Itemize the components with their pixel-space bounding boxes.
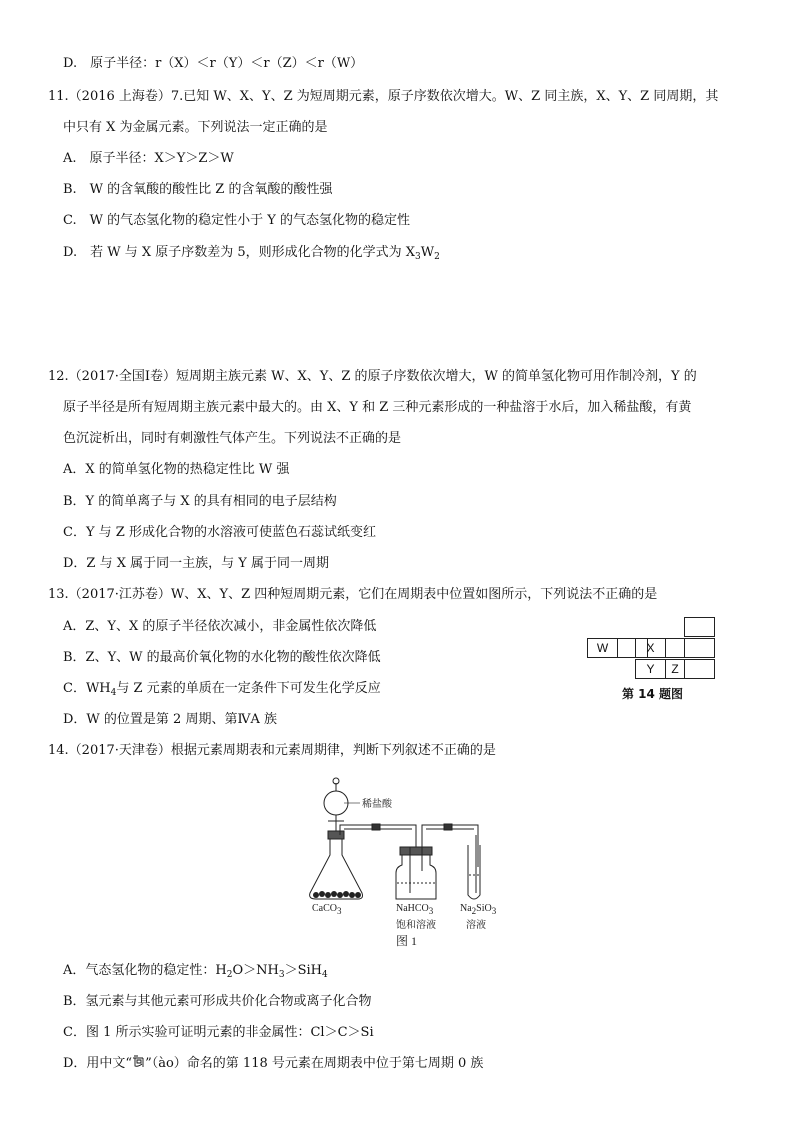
tube-label-2: 溶液 — [466, 920, 486, 931]
apparatus-figure — [300, 775, 510, 950]
pt-cell-empty — [665, 638, 685, 658]
q11-stem-line2: 中只有 X 为金属元素。下列说法一定正确的是 — [63, 120, 328, 135]
q12-stem-line3: 色沉淀析出，同时有刺激性气体产生。下列说法不正确的是 — [63, 431, 402, 446]
q11-option-d: D. 若 W 与 X 原子序数差为 5，则形成化合物的化学式为 $X_3W_2$ — [63, 245, 440, 262]
q11-stem-line1: 11.（2016 上海卷）7.已知 W、X、Y、Z 为短周期元素，原子序数依次增大。W、Z 同主族，X、Y、Z 同周期，其 — [48, 89, 719, 104]
periodic-table-caption: 第 14 题图 — [622, 687, 684, 701]
q13-option-d: D．W 的位置是第 2 周期、第ⅣA 族 — [63, 712, 277, 727]
q11-option-a: A. 原子半径：X＞Y＞Z＞W — [63, 151, 234, 166]
pt-cell-w: W — [587, 638, 618, 658]
flask-label: CaCO$_3$ — [312, 903, 342, 916]
q11-option-b: B. W 的含氧酸的酸性比 Z 的含氧酸的酸性强 — [63, 182, 333, 197]
pt-cell-empty — [684, 617, 715, 637]
oganesson-glyph-icon — [132, 1055, 145, 1068]
q14-option-c: C．图 1 所示实验可证明元素的非金属性：Cl＞C＞Si — [63, 1025, 374, 1040]
pt-cell-y: Y — [635, 659, 666, 679]
pt-cell-z: Z — [665, 659, 685, 679]
pt-cell-empty — [684, 638, 715, 658]
q13-option-a: A．Z、Y、X 的原子半径依次减小，非金属性依次降低 — [63, 619, 377, 634]
q14-option-b: B．氢元素与其他元素可形成共价化合物或离子化合物 — [63, 994, 372, 1009]
tube-label-1: $Na_2SiO_3$ — [460, 903, 497, 916]
q14-option-d: D．用中文“ ”（ào）命名的第 118 号元素在周期表中位于第七周期 0 族 — [63, 1056, 484, 1071]
q12-stem-line1: 12.（2017·全国Ⅰ卷）短周期主族元素 W、X、Y、Z 的原子序数依次增大，W 的简单氢化物可用作制冷剂，Y 的 — [48, 369, 697, 384]
q11-option-c: C. W 的气态氢化物的稳定性小于 Y 的气态氢化物的稳定性 — [63, 213, 410, 228]
q12-option-c: C．Y 与 Z 形成化合物的水溶液可使蓝色石蕊试纸变红 — [63, 525, 376, 540]
figure-caption: 图 1 — [396, 934, 418, 948]
periodic-table-fragment — [587, 617, 715, 681]
q13-option-c: C．$WH_4$与 Z 元素的单质在一定条件下可发生化学反应 — [63, 681, 381, 698]
q14-option-a: A．气态氢化物的稳定性：$H_2O>NH_3>SiH_4$ — [63, 963, 328, 980]
q14-stem-line1: 14.（2017·天津卷）根据元素周期表和元素周期律，判断下列叙述不正确的是 — [48, 743, 496, 758]
oganesson-char — [132, 1055, 145, 1068]
pt-cell-empty — [684, 659, 715, 679]
q13-stem-line1: 13.（2017·江苏卷）W、X、Y、Z 四种短周期元素，它们在周期表中位置如图所示，下列说法不正确的是 — [48, 587, 658, 602]
q12-option-a: A．X 的简单氢化物的热稳定性比 W 强 — [63, 462, 290, 477]
q12-stem-line2: 原子半径是所有短周期主族元素中最大的。由 X、Y 和 Z 三种元素形成的一种盐溶于水后，加入稀盐酸，有黄 — [63, 400, 692, 415]
bottle-label-1: NaHCO$_3$ — [396, 903, 434, 916]
q10-option-d: D. 原子半径：r（X）＜r（Y）＜r（Z）＜r（W） — [63, 56, 364, 71]
acid-label: 稀盐酸 — [362, 799, 392, 810]
q13-option-b: B．Z、Y、W 的最高价氧化物的水化物的酸性依次降低 — [63, 650, 381, 665]
q12-option-b: B．Y 的简单离子与 X 的具有相同的电子层结构 — [63, 494, 337, 509]
pt-cell-x: X — [635, 638, 666, 658]
bottle-label-2: 饱和溶液 — [396, 920, 436, 931]
q12-option-d: D．Z 与 X 属于同一主族，与 Y 属于同一周期 — [63, 556, 329, 571]
